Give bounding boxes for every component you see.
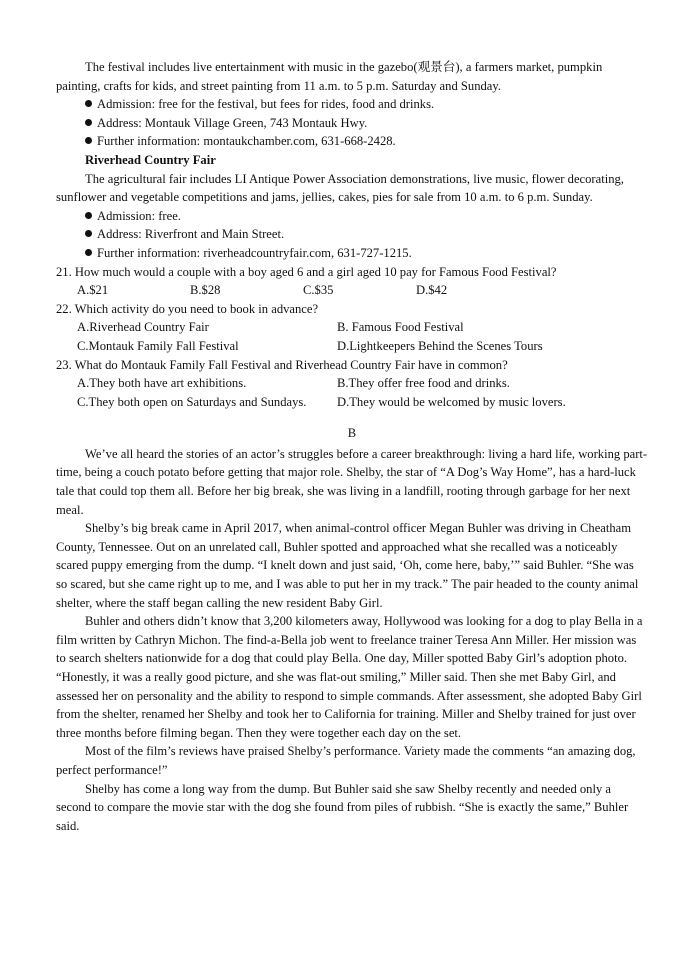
passage-b-paragraph: Most of the film’s reviews have praised Shelby’s performance. Variety made the comments “an amazing dog, perfect performance!” xyxy=(56,744,636,777)
option-b: B. Famous Food Festival xyxy=(337,320,464,335)
question-22: 22. Which activity do you need to book in advance? xyxy=(56,301,319,316)
montauk-description: The festival includes live entertainment with music in the gazebo(观景台), a farmers market, pumpkin painting, crafts for kids, and street painting from 11 a.m. to 5 p.m. Saturday and Sunday. xyxy=(56,60,603,93)
question-22-options-row1 xyxy=(56,318,648,337)
document-page xyxy=(56,58,648,835)
riverhead-heading: Riverhead Country Fair xyxy=(85,152,216,167)
option-c: C.They both open on Saturdays and Sundays. xyxy=(77,394,307,409)
riverhead-admission: Admission: free. xyxy=(56,207,648,226)
bullet-icon xyxy=(85,249,92,256)
montauk-admission: Admission: free for the festival, but fees for rides, food and drinks. xyxy=(56,95,648,114)
option-d: D.They would be welcomed by music lovers. xyxy=(337,394,566,409)
bullet-icon xyxy=(85,119,92,126)
passage-b-paragraph: Shelby has come a long way from the dump. But Buhler said she saw Shelby recently and needed only a second to compare the movie star with the dog she found from piles of rubbish. “She is exactly the same,” Buhler said. xyxy=(56,781,629,833)
option-b: B.$28 xyxy=(190,283,221,298)
riverhead-description: The agricultural fair includes LI Antique Power Association demonstrations, live music, flower decorating, sunflower and vegetable competitions and jams, jellies, cakes, pies for sale from 10 a.m. to 6 p.m. Sunday. xyxy=(56,171,624,205)
option-b: B.They offer free food and drinks. xyxy=(337,376,510,391)
passage-b-paragraph: We’ve all heard the stories of an actor’s struggles before a career breakthrough: living a hard life, working part-time, being a couch potato before getting that major role. Shelby, the star of “A Dog’s Way Home”, has a hard-luck tale that could top them all. Before her big break, she was living in a landfill, rooting through garbage for her next meal. xyxy=(56,446,648,517)
option-d: D.$42 xyxy=(416,283,448,298)
option-a: A.$21 xyxy=(77,283,109,298)
question-23: 23. What do Montauk Family Fall Festival and Riverhead Country Fair have in common? xyxy=(56,357,508,372)
bullet-icon xyxy=(85,137,92,144)
option-a: A.Riverhead Country Fair xyxy=(77,320,209,335)
bullet-icon xyxy=(85,100,92,107)
montauk-address: Address: Montauk Village Green, 743 Montauk Hwy. xyxy=(56,114,648,133)
question-21: 21. How much would a couple with a boy aged 6 and a girl aged 10 pay for Famous Food Festival? xyxy=(56,264,557,279)
section-label: B xyxy=(347,426,357,441)
option-c: C.Montauk Family Fall Festival xyxy=(77,338,239,353)
question-22-options-row2 xyxy=(56,337,648,356)
bullet-icon xyxy=(85,230,92,237)
passage-b-paragraph: Buhler and others didn’t know that 3,200 kilometers away, Hollywood was looking for a dog to play Bella in a film written by Cathryn Michon. The find-a-Bella job went to freelance trainer Teresa Ann Miller. Her mission was to search shelters nationwide for a dog that could play Bella. One day, Miller spotted Baby Girl’s adoption photo. “Honestly, it was a really good picture, and she was flat-out smiling,” Miller said. Then she met Baby Girl, and assessed her on personality and the ability to respond to simple commands. After assessment, she adopted Baby Girl from the shelter, renamed her Shelby and took her to California for training. Miller and Shelby trained for just over three months before filming began. Then they were together each day on the set. xyxy=(56,614,643,740)
bullet-icon xyxy=(85,212,92,219)
option-d: D.Lightkeepers Behind the Scenes Tours xyxy=(337,338,543,353)
option-c: C.$35 xyxy=(303,283,334,298)
question-23-options-row2 xyxy=(56,393,648,412)
option-a: A.They both have art exhibitions. xyxy=(77,376,247,391)
montauk-info: Further information: montaukchamber.com, 631-668-2428. xyxy=(56,132,648,151)
riverhead-info: Further information: riverheadcountryfair.com, 631-727-1215. xyxy=(56,244,648,263)
riverhead-address: Address: Riverfront and Main Street. xyxy=(56,225,648,244)
question-23-options-row1 xyxy=(56,374,648,393)
passage-b-paragraph: Shelby’s big break came in April 2017, when animal-control officer Megan Buhler was driving in Cheatham County, Tennessee. Out on an unrelated call, Buhler spotted and approached what she recalled was a noticeably scared puppy emerging from the dump. “I knelt down and just said, ‘Oh, come here, baby,’” said Buhler. “She was so scared, but she came right up to me, and I was able to put her in my track.” The pair headed to the county animal shelter, where the staff began calling the new resident Baby Girl. xyxy=(56,521,639,610)
question-21-options xyxy=(56,281,648,300)
